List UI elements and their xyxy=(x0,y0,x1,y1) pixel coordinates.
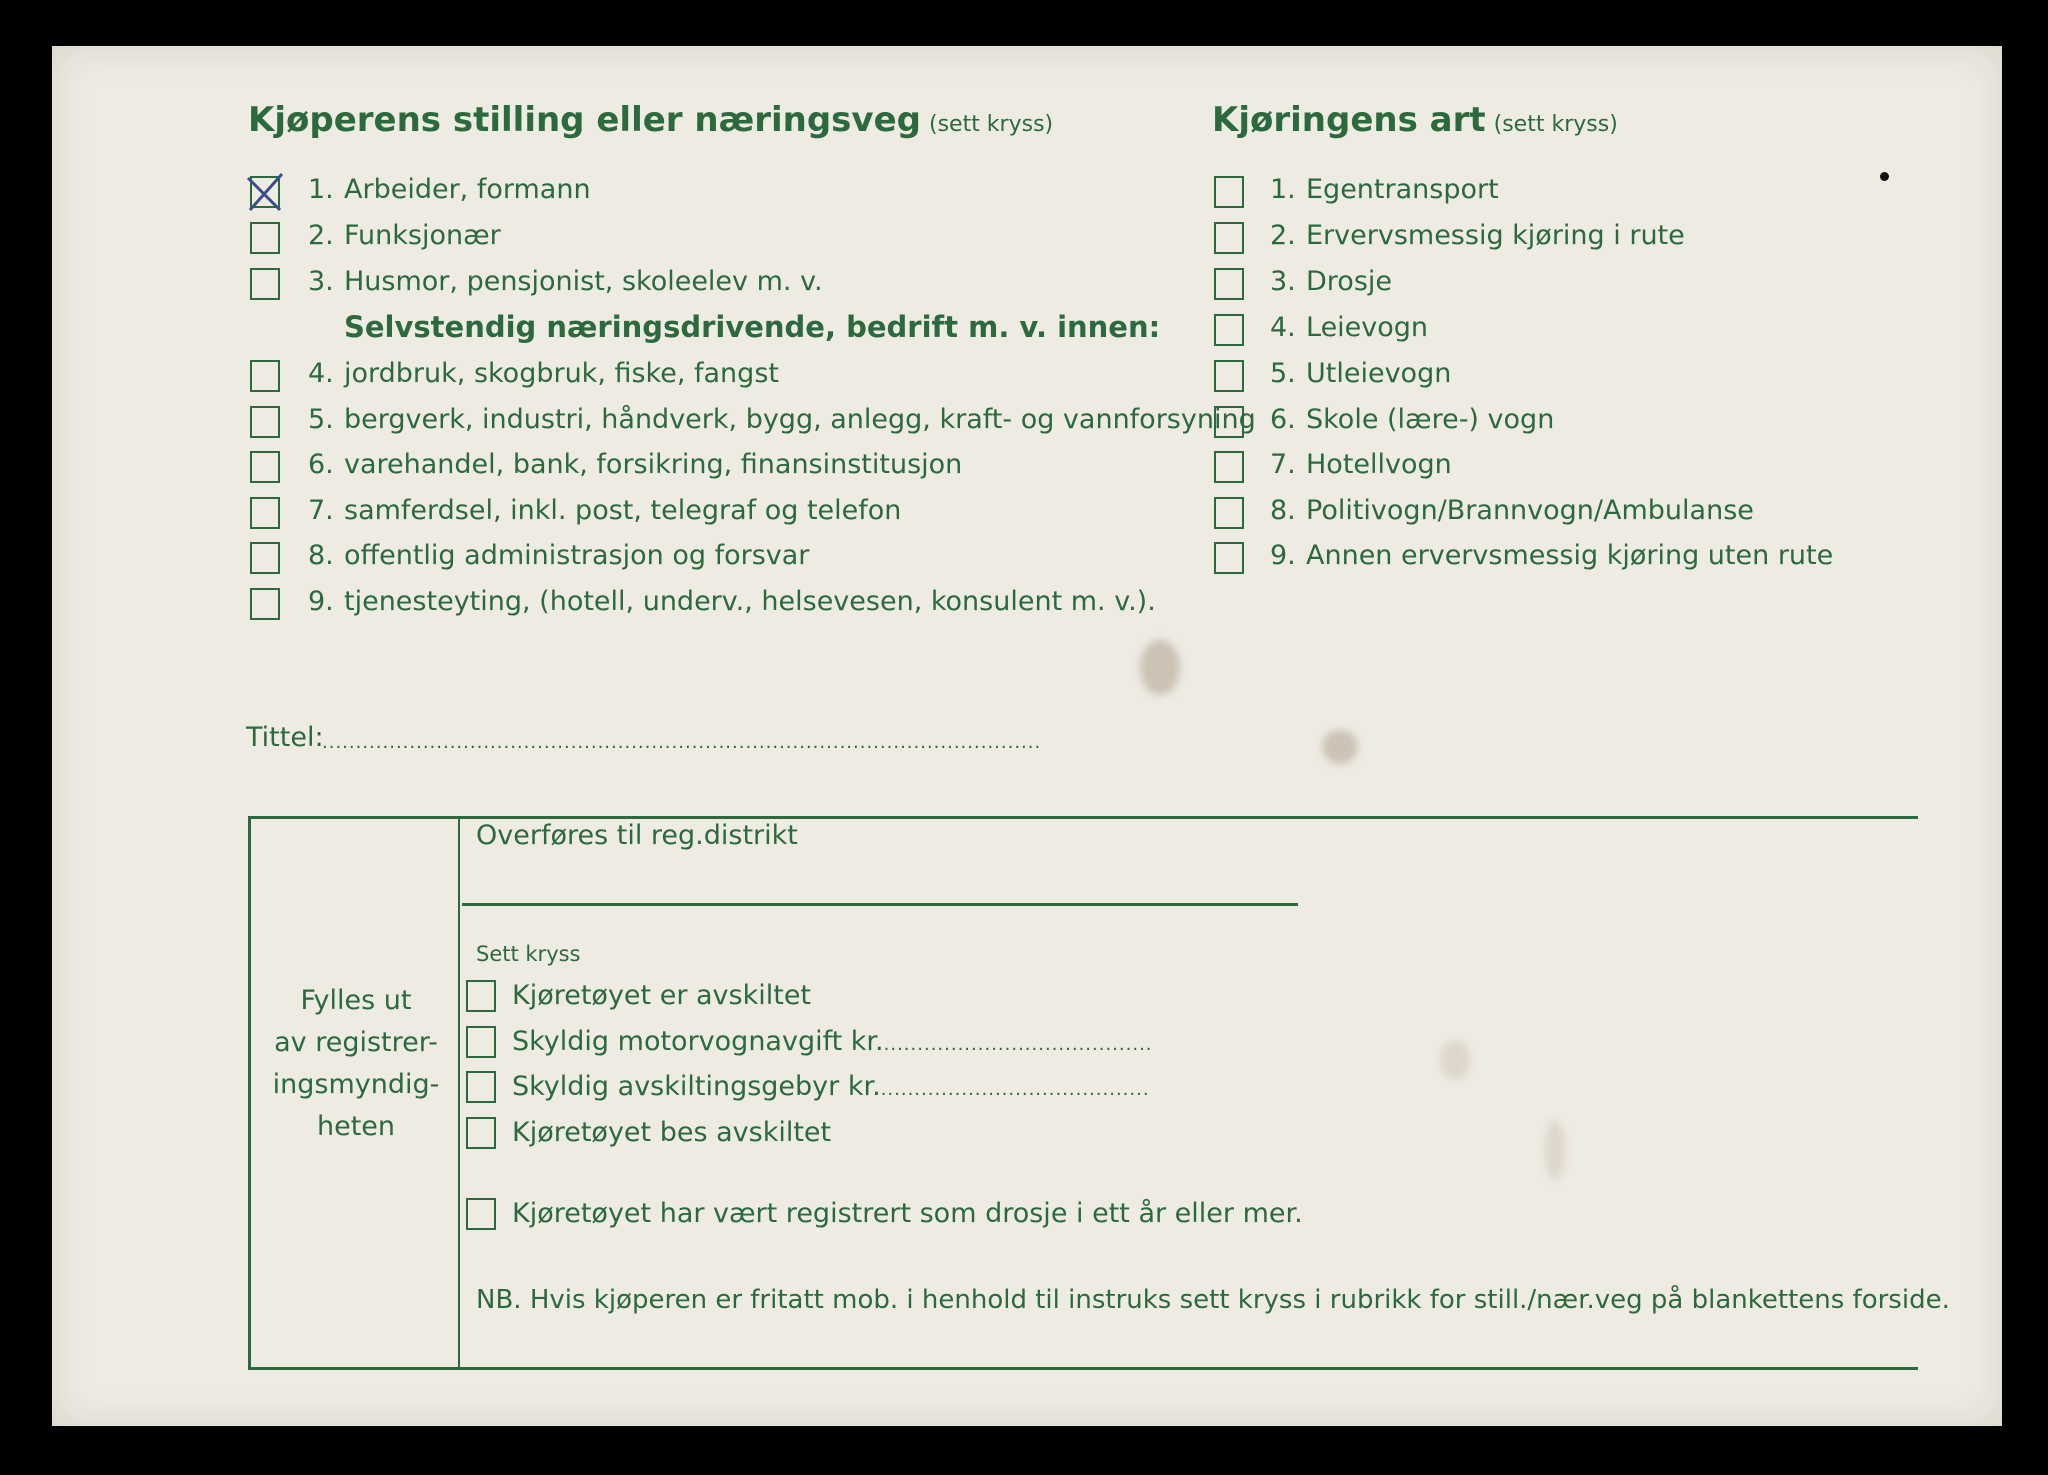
driving-checkbox-6[interactable] xyxy=(1214,406,1244,438)
occupation-item-3: 3. Husmor, pensjonist, skoleelev m. v. xyxy=(308,266,823,297)
occupation-item-7: 7. samferdsel, inkl. post, telegraf og telefon xyxy=(308,495,902,526)
owed-tax-label: Skyldig motorvognavgift kr......................................... xyxy=(512,1026,1153,1057)
stain-mark xyxy=(1322,730,1358,764)
box-top-rule xyxy=(248,816,1918,819)
occupation-item-9: 9. tjenesteyting, (hotell, underv., helsevesen, konsulent m. v.). xyxy=(308,586,1156,617)
self-employed-subheading: Selvstendig næringsdrivende, bedrift m. v. innen: xyxy=(344,310,1161,344)
occupation-checkbox-6[interactable] xyxy=(250,451,280,483)
request-dereg-checkbox[interactable] xyxy=(466,1117,496,1149)
box-divider-rule xyxy=(458,816,460,1368)
driving-checkbox-4[interactable] xyxy=(1214,314,1244,346)
tittel-field[interactable]: ........................................................................................................... xyxy=(322,732,1042,753)
x-check-icon xyxy=(246,172,276,204)
driving-checkbox-1[interactable] xyxy=(1214,176,1244,208)
transfer-district-line[interactable] xyxy=(462,903,1298,906)
occupation-checkbox-4[interactable] xyxy=(250,360,280,392)
driving-item-9: 9. Annen ervervsmessig kjøring uten rute xyxy=(1270,540,1834,571)
driving-item-4: 4. Leievogn xyxy=(1270,312,1429,343)
owed-tax-field[interactable]: ........................................ xyxy=(883,1034,1153,1055)
occupation-checkbox-9[interactable] xyxy=(250,588,280,620)
owed-fee-checkbox[interactable] xyxy=(466,1071,496,1103)
driving-item-3: 3. Drosje xyxy=(1270,266,1392,297)
driving-item-6: 6. Skole (lære-) vogn xyxy=(1270,404,1555,435)
driving-checkbox-8[interactable] xyxy=(1214,497,1244,529)
taxi-year-label: Kjøretøyet har vært registrert som drosje i ett år eller mer. xyxy=(512,1198,1303,1229)
occupation-item-2: 2. Funksjonær xyxy=(308,220,501,251)
driving-checkbox-5[interactable] xyxy=(1214,360,1244,392)
occupation-item-8: 8. offentlig administrasjon og forsvar xyxy=(308,540,810,571)
taxi-year-checkbox[interactable] xyxy=(466,1198,496,1230)
occupation-item-4: 4. jordbruk, skogbruk, fiske, fangst xyxy=(308,358,779,389)
driving-type-title: Kjøringens art (sett kryss) xyxy=(1212,100,1618,140)
driving-checkbox-2[interactable] xyxy=(1214,222,1244,254)
driving-checkbox-7[interactable] xyxy=(1214,451,1244,483)
ink-dot xyxy=(1880,172,1889,181)
authority-side-label: Fylles ut av registrer- ingsmyndig- heten xyxy=(272,985,440,1142)
driving-item-1: 1. Egentransport xyxy=(1270,174,1499,205)
driving-item-8: 8. Politivogn/Brannvogn/Ambulanse xyxy=(1270,495,1754,526)
deregistered-checkbox[interactable] xyxy=(466,980,496,1012)
occupation-checkbox-5[interactable] xyxy=(250,406,280,438)
occupation-checkbox-7[interactable] xyxy=(250,497,280,529)
driving-checkbox-3[interactable] xyxy=(1214,268,1244,300)
occupation-checkbox-2[interactable] xyxy=(250,222,280,254)
driving-checkbox-9[interactable] xyxy=(1214,542,1244,574)
owed-fee-label: Skyldig avskiltingsgebyr kr......................................... xyxy=(512,1071,1150,1102)
tittel-label: Tittel: xyxy=(246,722,324,753)
driving-item-5: 5. Utleievogn xyxy=(1270,358,1452,389)
owed-tax-checkbox[interactable] xyxy=(466,1026,496,1058)
buyer-occupation-title: Kjøperens stilling eller næringsveg (sett kryss) xyxy=(248,100,1054,140)
stain-mark xyxy=(1440,1040,1470,1080)
occupation-item-1: 1. Arbeider, formann xyxy=(308,174,591,205)
occupation-item-5: 5. bergverk, industri, håndverk, bygg, anlegg, kraft- og vannforsyning xyxy=(308,404,1256,435)
box-bottom-rule xyxy=(248,1367,1918,1370)
stain-mark xyxy=(1140,640,1180,695)
box-left-rule xyxy=(248,816,251,1370)
driving-item-2: 2. Ervervsmessig kjøring i rute xyxy=(1270,220,1685,251)
occupation-item-6: 6. varehandel, bank, forsikring, finansinstitusjon xyxy=(308,449,963,480)
driving-item-7: 7. Hotellvogn xyxy=(1270,449,1452,480)
sett-kryss-label: Sett kryss xyxy=(476,942,581,966)
transfer-district-label: Overføres til reg.distrikt xyxy=(476,820,798,851)
nb-note: NB. Hvis kjøperen er fritatt mob. i henhold til instruks sett kryss i rubrikk for still./nær.veg på blankettens forside. xyxy=(476,1285,1950,1315)
owed-fee-field[interactable]: ........................................ xyxy=(880,1079,1150,1100)
occupation-checkbox-1[interactable] xyxy=(250,176,280,208)
occupation-checkbox-8[interactable] xyxy=(250,542,280,574)
deregistered-label: Kjøretøyet er avskiltet xyxy=(512,980,812,1011)
occupation-checkbox-3[interactable] xyxy=(250,268,280,300)
request-dereg-label: Kjøretøyet bes avskiltet xyxy=(512,1117,832,1148)
stain-mark xyxy=(1545,1120,1565,1180)
